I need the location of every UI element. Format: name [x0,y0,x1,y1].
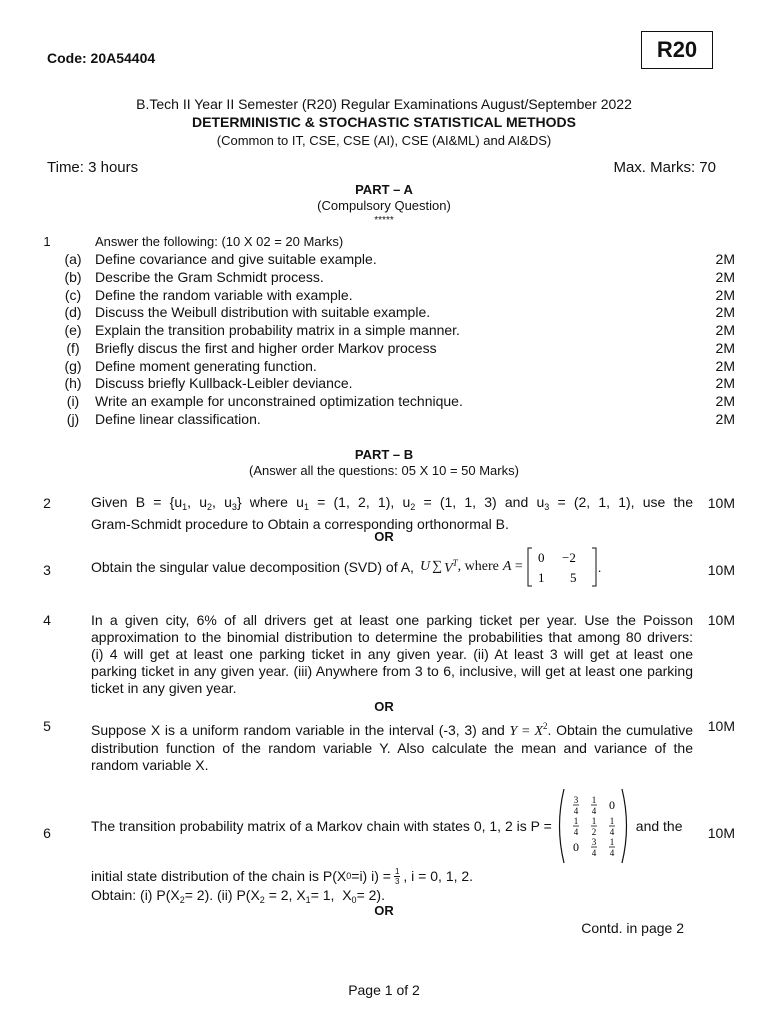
question-6-line2: initial state distribution of the chain is P(X 0 =i) i) = $\frac{1}{3}$ , i = 0, 1, 2. [91,866,474,886]
item-label: (c) [64,287,82,303]
subject-code: Code: 20A54404 [47,50,156,66]
matrix-cell-denominator: 4 [591,848,597,858]
subject-title: DETERMINISTIC & STOCHASTIC STATISTICAL METHODS [192,114,576,130]
part-a-stars: ***** [374,215,394,226]
question-3-body: Obtain the singular value decomposition (SVD) of A, [91,559,414,575]
q5-line2: distribution function of the random variable Y. Also calculate the mean and variance of the [91,740,693,756]
matrix-cell-numerator: 3 [573,795,579,805]
transition-matrix [554,786,632,866]
question-marks: 10M [707,495,735,511]
matrix-cell: 1 [538,570,545,585]
question-4-text [91,612,693,697]
matrix-cell-denominator: 4 [573,827,579,837]
question-number: 2 [43,495,51,511]
question-number: 3 [43,562,51,578]
or-separator: OR [374,529,394,544]
question-marks: 10M [707,612,735,628]
item-text: Briefly discus the first and higher order Markov process [95,340,437,356]
question-5-text: Suppose X is a uniform random variable in the interval (-3, 3) and $Y = X^2$. Obtain the cumulative distribution function of the random variable Y. Also calculate the mean and variance of the random variable X. [91,721,694,773]
question-3-text: Obtain the singular value decomposition (SVD) of A, U ∑ $V^T$ , where A = 0 −2 1 5 . [91,546,602,588]
item-marks: 2M [715,358,735,374]
part-b-title: PART – B [354,447,414,462]
part-a-title: PART – A [355,182,413,197]
q5-line1a: Suppose X is a uniform random variable in the interval (-3, 3) and [91,722,505,738]
page-number: Page 1 of 2 [348,982,420,998]
question-number: 5 [43,718,51,734]
question-number: 4 [43,612,51,628]
matrix-a [526,546,602,588]
q6-text-a: The transition probability matrix of a Markov chain with states 0, 1, 2 is P = [91,818,552,834]
q6-line2a: initial state distribution of the chain is P(X [91,868,347,884]
matrix-cell-numerator: 1 [591,795,597,805]
item-label: (h) [64,375,82,391]
item-label: (e) [64,322,82,338]
svg-text:.: . [598,560,602,575]
item-text: Define the random variable with example. [95,287,353,303]
or-separator: OR [374,903,394,918]
item-label: (j) [66,411,80,427]
question-6-line1 [91,786,693,866]
item-marks: 2M [715,251,735,267]
item-label: (a) [64,251,82,267]
q4-line: In a given city, 6% of all drivers get at least one parking ticket per year. Use the Poisson [91,612,693,628]
matrix-cell-denominator: 4 [609,827,615,837]
item-marks: 2M [715,269,735,285]
matrix-cell: 0 [608,798,615,812]
q6-line2b: =i) i) = [351,868,391,884]
item-text: Describe the Gram Schmidt process. [95,269,324,285]
item-label: (i) [66,393,80,409]
item-label: (d) [64,304,82,320]
matrix-cell: −2 [562,550,577,565]
item-text: Explain the transition probability matrix in a simple manner. [95,322,460,338]
common-to: (Common to IT, CSE, CSE (AI), CSE (AI&ML) and AI&DS) [216,133,552,148]
matrix-cell: 0 [538,550,545,565]
exam-time: Time: 3 hours [47,159,139,176]
matrix-cell-denominator: 4 [609,848,615,858]
item-marks: 2M [715,322,735,338]
item-text: Discuss the Weibull distribution with suitable example. [95,304,431,320]
continued-note: Contd. in page 2 [581,920,684,936]
question-text: Answer the following: (10 X 02 = 20 Marks) [95,234,344,249]
item-label: (f) [66,340,80,356]
item-label: (g) [64,358,82,374]
matrix-cell-denominator: 4 [573,806,579,816]
q5-line1b: . Obtain the cumulative [547,722,694,738]
question-marks: 10M [707,718,735,734]
q5-line3: random variable X. [91,757,209,773]
q4-line: approximation to the binomial distribution to determine the probabilities that among 80 drivers: [91,629,693,645]
item-text: Define linear classification. [95,411,261,427]
item-marks: 2M [715,287,735,303]
q4-line: (i) 4 will get at least one parking ticket in any given year. (ii) At least 3 will get at least one [91,646,693,662]
matrix-cell-denominator: 2 [591,827,597,837]
item-text: Define moment generating function. [95,358,317,374]
item-marks: 2M [715,375,735,391]
item-marks: 2M [715,304,735,320]
exam-line: B.Tech II Year II Semester (R20) Regular Examinations August/September 2022 [136,96,632,112]
question-2-line2: Gram-Schmidt procedure to Obtain a corresponding orthonormal B. [91,516,509,532]
item-text: Define covariance and give suitable example. [95,251,377,267]
item-text: Write an example for unconstrained optimization technique. [95,393,463,409]
matrix-cell-numerator: 1 [609,837,615,847]
matrix-cell: 5 [570,570,577,585]
q4-line: parking ticket in any given year. (iii) Anywhere from 3 to 6, inclusive, will get at least one parking [91,663,693,679]
item-marks: 2M [715,393,735,409]
part-a-subtitle: (Compulsory Question) [317,198,451,213]
matrix-cell: 0 [572,840,579,854]
matrix-cell-numerator: 3 [591,837,597,847]
question-number: 1 [43,234,51,249]
matrix-cell-numerator: 1 [573,816,579,826]
part-b-subtitle: (Answer all the questions: 05 X 10 = 50 Marks) [249,463,519,478]
item-label: (b) [64,269,82,285]
question-number: 6 [43,825,51,841]
matrix-cell-denominator: 4 [591,806,597,816]
regulation-badge: R20 [641,31,713,69]
or-separator: OR [374,699,394,714]
question-6-line3: Obtain: (i) $P(X_2= 2)$. (ii) $P(X_2 = 2$, $X_1= 1$, $X_0= 2$). [91,887,385,905]
item-marks: 2M [715,340,735,356]
q6-text-b: and the [635,818,683,834]
item-marks: 2M [715,411,735,427]
matrix-cell-numerator: 1 [591,816,597,826]
question-marks: 10M [707,562,735,578]
question-2-text: Given $B = \{u_1$, $u_2$, $u_3$} where $u_1 = (1$, 2, 1), $u_2 = (1$, 1, 3) and $u_3 = (2$, 1, 1), use the Gram-Schmidt procedure to Obtain a corresponding orthonormal B. [91,494,693,532]
matrix-cell-numerator: 1 [609,816,615,826]
question-marks: 10M [707,825,735,841]
item-text: Discuss briefly Kullback-Leibler deviance. [95,375,353,391]
max-marks: Max. Marks: 70 [613,159,716,176]
where-word: where [464,559,499,574]
q4-line: ticket in any given year. [91,680,237,696]
q6-line2c: , i = 0, 1, 2. [403,868,474,884]
